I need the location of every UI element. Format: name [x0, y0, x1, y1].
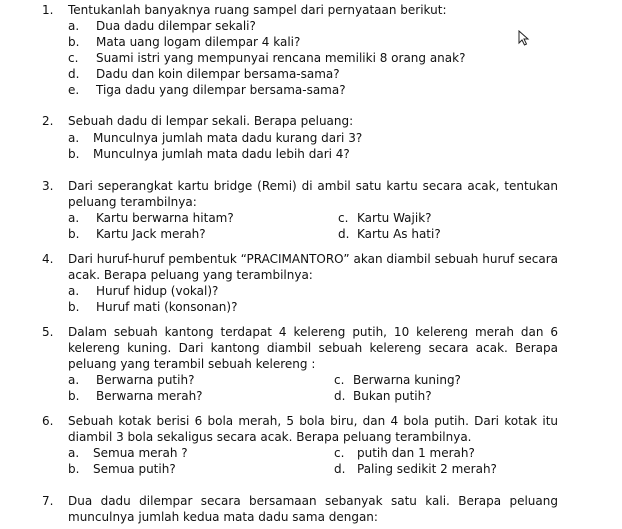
question-text-line: acak. Berapa peluang yang terambilnya:: [68, 268, 313, 282]
question-text-line: kelereng kuning. Dari kantong diambil sebuah kelereng secara acak. Berapa: [68, 341, 558, 355]
option-letter: c.: [68, 51, 79, 65]
option-letter: d.: [334, 462, 346, 476]
option-letter: a.: [68, 446, 80, 460]
question-text: Sebuah dadu di lempar sekali. Berapa peluang:: [68, 114, 354, 128]
option-text: Dua dadu dilempar sekali?: [96, 19, 256, 33]
option-letter: a.: [68, 19, 80, 33]
option-letter: e.: [68, 83, 80, 97]
question-number: 1.: [42, 3, 54, 17]
option-letter: c.: [338, 211, 349, 225]
option-letter: a.: [68, 131, 80, 145]
mouse-cursor-icon: [518, 30, 530, 46]
option-text: putih dan 1 merah?: [357, 446, 475, 460]
question-text-line: diambil 3 bola sekaligus secara acak. Berapa peluang terambilnya.: [68, 430, 472, 444]
option-letter: a.: [68, 373, 80, 387]
question-text-line: Sebuah kotak berisi 6 bola merah, 5 bola biru, dan 4 bola putih. Dari kotak itu: [68, 414, 558, 428]
option-text: Berwarna kuning?: [353, 373, 461, 387]
question-number: 3.: [42, 179, 54, 193]
option-text: Tiga dadu yang dilempar bersama-sama?: [96, 83, 346, 97]
question-text-line: peluang terambilnya:: [68, 195, 197, 209]
question-text-line: peluang yang terambil sebuah kelereng :: [68, 357, 316, 371]
option-text: Kartu berwarna hitam?: [96, 211, 234, 225]
question-number: 2.: [42, 114, 54, 128]
question-number: 5.: [42, 325, 54, 339]
option-letter: b.: [68, 35, 80, 49]
option-text: Paling sedikit 2 merah?: [357, 462, 497, 476]
question-text-line: Dari huruf-huruf pembentuk “PRACIMANTORO” akan diambil sebuah huruf secara: [68, 252, 558, 266]
option-text: Bukan putih?: [353, 389, 432, 403]
option-text: Huruf hidup (vokal)?: [96, 284, 219, 298]
question-text-line: Dalam sebuah kantong terdapat 4 kelereng putih, 10 kelereng merah dan 6: [68, 325, 558, 339]
option-text: Suami istri yang mempunyai rencana memiliki 8 orang anak?: [96, 51, 466, 65]
question-text-line: munculnya jumlah kedua mata dadu sama dengan:: [68, 510, 378, 524]
option-letter: c.: [334, 446, 345, 460]
question-number: 7.: [42, 494, 54, 508]
option-text: Dadu dan koin dilempar bersama-sama?: [96, 67, 340, 81]
option-letter: b.: [68, 227, 80, 241]
option-text: Munculnya jumlah mata dadu kurang dari 3?: [93, 131, 363, 145]
option-letter: b.: [68, 389, 80, 403]
option-letter: d.: [338, 227, 350, 241]
option-letter: b.: [68, 300, 80, 314]
option-letter: a.: [68, 284, 80, 298]
option-text: Semua putih?: [93, 462, 176, 476]
option-text: Berwarna merah?: [96, 389, 203, 403]
option-text: Munculnya jumlah mata dadu lebih dari 4?: [93, 147, 350, 161]
option-text: Kartu As hati?: [357, 227, 441, 241]
question-number: 4.: [42, 252, 54, 266]
question-number: 6.: [42, 414, 54, 428]
option-letter: a.: [68, 211, 80, 225]
option-text: Semua merah ?: [93, 446, 188, 460]
question-text-line: Dari seperangkat kartu bridge (Remi) di ambil satu kartu secara acak, tentukan: [68, 179, 558, 193]
option-letter: d.: [68, 67, 80, 81]
option-letter: d.: [334, 389, 346, 403]
question-text: Tentukanlah banyaknya ruang sampel dari pernyataan berikut:: [68, 3, 447, 17]
option-text: Mata uang logam dilempar 4 kali?: [96, 35, 301, 49]
option-letter: b.: [68, 147, 80, 161]
option-text: Kartu Wajik?: [357, 211, 432, 225]
option-text: Huruf mati (konsonan)?: [96, 300, 238, 314]
option-letter: b.: [68, 462, 80, 476]
option-letter: c.: [334, 373, 345, 387]
option-text: Berwarna putih?: [96, 373, 195, 387]
question-text-line: Dua dadu dilempar secara bersamaan sebanyak satu kali. Berapa peluang: [68, 494, 558, 508]
option-text: Kartu Jack merah?: [96, 227, 206, 241]
